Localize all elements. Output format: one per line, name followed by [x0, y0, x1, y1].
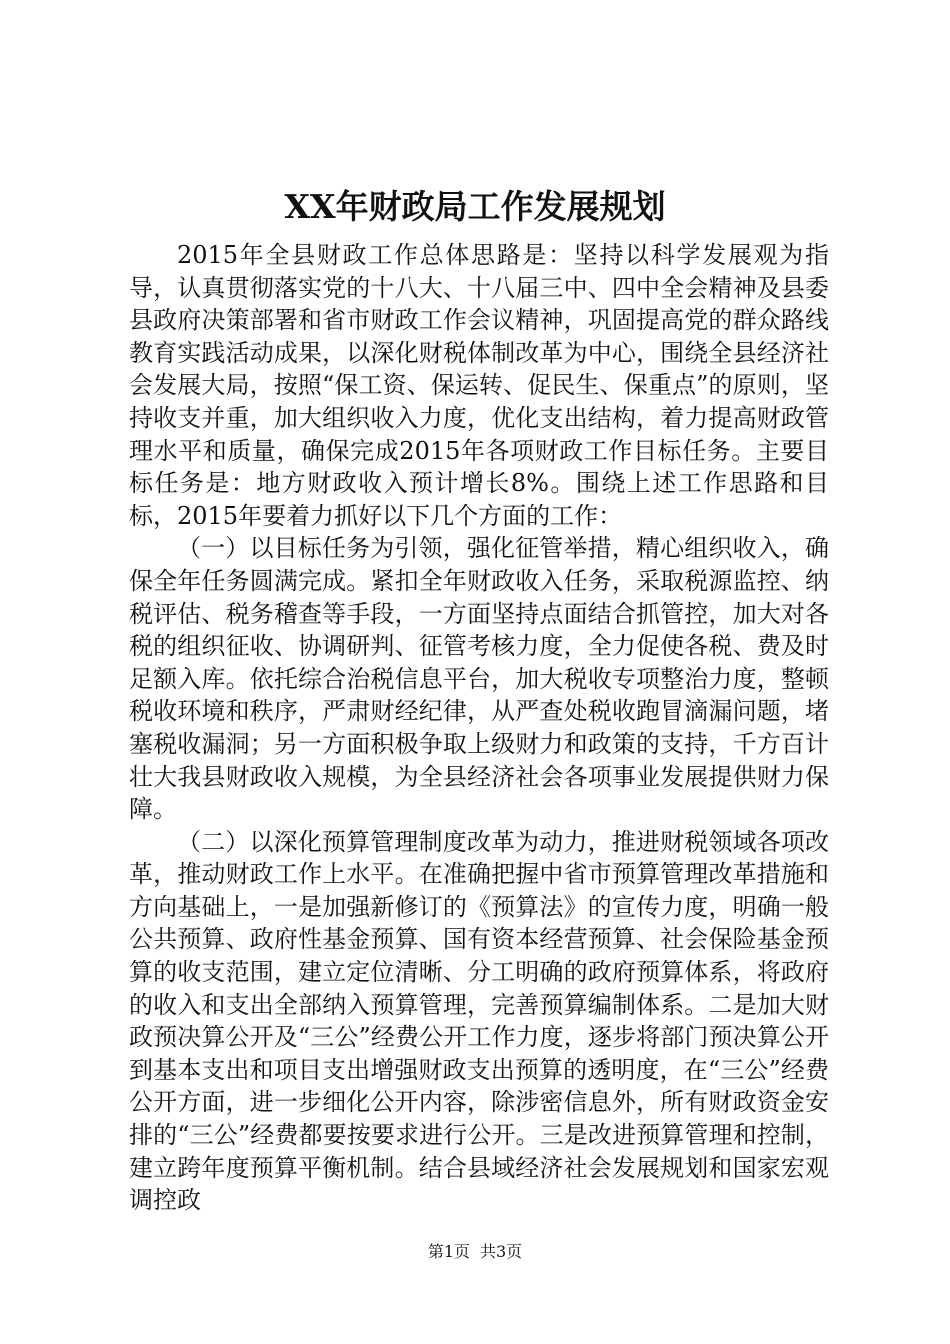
body-paragraph-2: （一）以目标任务为引领，强化征管举措，精心组织收入，确保全年任务圆满完成。紧扣全年财政收入任务，采取税源监控、纳税评估、税务稽查等手段，一方面坚持点面结合抓管控，加大对各税的组织征收、协调研判、征管考核力度，全力促使各税、费及时足额入库。依托综合治税信息平台，加大税收专项整治力度，整顿税收环境和秩序，严肃财经纪律，从严查处税收跑冒滴漏问题，堵塞税收漏洞；另一方面积极争取上级财力和政策的支持，千方百计壮大我县财政收入规模，为全县经济社会各项事业发展提供财力保障。 — [129, 534, 829, 824]
body-paragraph-3: （二）以深化预算管理制度改革为动力，推进财税领域各项改革，推动财政工作上水平。在准确把握中省市预算管理改革措施和方向基础上，一是加强新修订的《预算法》的宣传力度，明确一般公共预算、政府性基金预算、国有资本经营预算、社会保险基金预算的收支范围，建立定位清晰、分工明确的政府预算体系，将政府的收入和支出全部纳入预算管理，完善预算编制体系。二是加大财政预决算公开及“三公”经费公开工作力度，逐步将部门预决算公开到基本支出和项目支出增强财政支出预算的透明度，在“三公”经费公开方面，进一步细化公开内容，除涉密信息外，所有财政资金安排的“三公”经费都要按要求进行公开。三是改进预算管理和控制，建立跨年度预算平衡机制。结合县域经济社会发展规划和国家宏观调控政 — [129, 827, 829, 1215]
page-number-total: 共3页 — [480, 1242, 523, 1261]
page-number-current: 第1页 — [427, 1242, 470, 1261]
document-body — [129, 239, 829, 1217]
page-footer — [0, 1242, 950, 1262]
body-paragraph-1: 2015年全县财政工作总体思路是：坚持以科学发展观为指导，认真贯彻落实党的十八大、十八届三中、四中全会精神及县委县政府决策部署和省市财政工作会议精神，巩固提高党的群众路线教育实践活动成果，以深化财税体制改革为中心，围绕全县经济社会发展大局，按照“保工资、保运转、促民生、保重点”的原则，坚持收支并重，加大组织收入力度，优化支出结构，着力提高财政管理水平和质量，确保完成2015年各项财政工作目标任务。主要目标任务是：地方财政收入预计增长8%。围绕上述工作思路和目标，2015年要着力抓好以下几个方面的工作： — [129, 241, 829, 530]
document-title: XX年财政局工作发展规划 — [284, 187, 666, 226]
